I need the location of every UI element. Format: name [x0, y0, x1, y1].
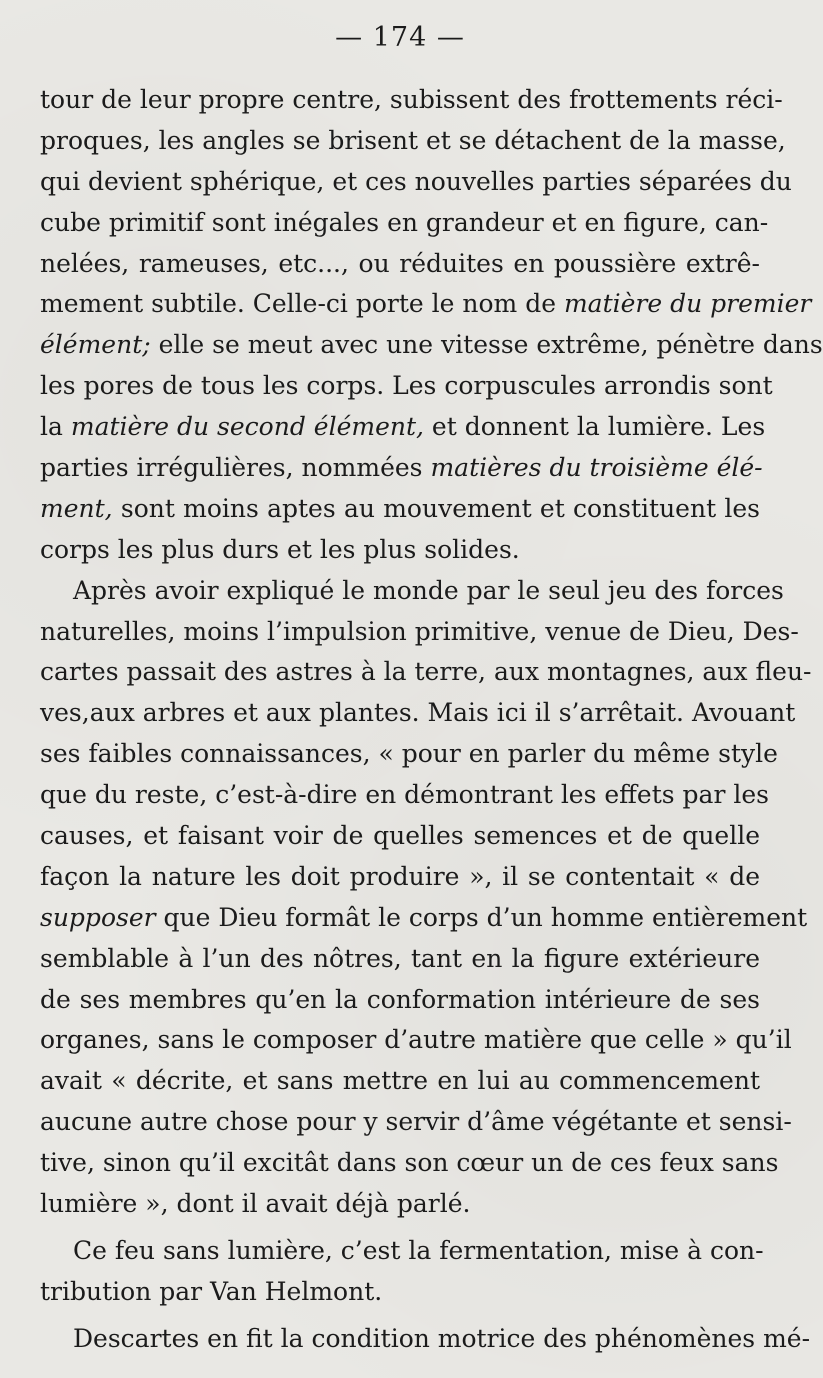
- text-segment: qui devient sphérique, et ces nouvelles parties séparées du: [40, 166, 792, 196]
- text-line: [40, 448, 763, 489]
- text-line: [40, 162, 792, 203]
- text-line: [40, 775, 769, 816]
- text-segment: organes, sans le composer d’autre matière que celle » qu’il: [40, 1025, 792, 1055]
- text-line: [40, 1102, 792, 1143]
- text-segment: cartes passait des astres à la terre, aux montagnes, aux fleu-: [40, 657, 812, 687]
- italic-text: matière du premier: [563, 289, 812, 319]
- text-line: [40, 1272, 760, 1313]
- text-segment: lumière », dont il avait déjà parlé.: [40, 1189, 471, 1219]
- text-line: [40, 366, 773, 407]
- text-segment: mement subtile. Celle-ci porte le nom de: [40, 289, 564, 319]
- text-line: [40, 530, 760, 571]
- text-line: [40, 612, 799, 653]
- body-text: [40, 80, 823, 1360]
- text-line: [40, 1319, 811, 1360]
- italic-text: ment,: [40, 493, 113, 523]
- text-segment: ses faibles connaissances, « pour en parler du même style: [40, 739, 778, 769]
- text-segment: corps les plus durs et les plus solides.: [40, 534, 520, 564]
- text-segment: causes, et faisant voir de quelles semences et de quelle: [40, 821, 760, 851]
- text-segment: tive, sinon qu’il excitât dans son cœur un de ces feux sans: [40, 1148, 779, 1178]
- text-line: [40, 693, 796, 734]
- text-segment: tribution par Van Helmont.: [40, 1276, 383, 1306]
- text-line: [40, 121, 786, 162]
- italic-text: supposer: [40, 902, 156, 932]
- text-line: [40, 939, 760, 980]
- text-segment: ves,aux arbres et aux plantes. Mais ici il s’arrêtait. Avouant: [40, 698, 796, 728]
- text-segment: aucune autre chose pour y servir d’âme végétante et sensi-: [40, 1107, 792, 1137]
- text-line: [40, 1184, 760, 1225]
- text-segment: et donnent la lumière. Les: [423, 412, 766, 442]
- text-segment: proques, les angles se brisent et se détachent de la masse,: [40, 125, 786, 155]
- text-line: [40, 203, 769, 244]
- text-segment: tour de leur propre centre, subissent des frottements réci-: [40, 85, 783, 114]
- text-segment: Ce feu sans lumière, c’est la fermentation, mise à con-: [73, 1235, 764, 1265]
- text-segment: cube primitif sont inégales en grandeur et en figure, can-: [40, 207, 769, 237]
- text-segment: semblable à l’un des nôtres, tant en la figure extérieure: [40, 943, 760, 973]
- italic-text: matière du second élément,: [70, 412, 424, 442]
- text-line: [40, 898, 808, 939]
- text-segment: Après avoir expliqué le monde par le seul jeu des forces: [73, 575, 784, 605]
- text-line: [40, 1143, 779, 1184]
- text-segment: la: [40, 412, 71, 442]
- text-line: [40, 489, 760, 530]
- text-line: [40, 244, 760, 285]
- text-line: [40, 816, 760, 857]
- text-line: [40, 407, 766, 448]
- text-segment: sont moins aptes au mouvement et constituent les: [112, 493, 760, 523]
- text-line: [40, 857, 760, 898]
- text-segment: nelées, rameuses, etc..., ou réduites en poussière extrê-: [40, 248, 760, 278]
- text-line: [40, 1020, 792, 1061]
- text-segment: les pores de tous les corps. Les corpuscules arrondis sont: [40, 371, 773, 401]
- text-line: [40, 325, 823, 366]
- text-segment: que Dieu formât le corps d’un homme entièrement: [155, 902, 808, 932]
- text-segment: elle se meut avec une vitesse extrême, pénètre dans: [150, 330, 823, 360]
- text-segment: parties irrégulières, nommées: [40, 453, 431, 483]
- text-line: [40, 980, 760, 1021]
- text-line: [40, 1231, 764, 1272]
- page-number: — 174 —: [335, 22, 465, 53]
- text-segment: naturelles, moins l’impulsion primitive, venue de Dieu, Des-: [40, 616, 799, 646]
- text-segment: que du reste, c’est-à-dire en démontrant les effets par les: [40, 780, 769, 810]
- text-line: [40, 734, 778, 775]
- italic-text: élément;: [40, 330, 151, 360]
- text-line: [40, 652, 812, 693]
- italic-text: matières du troisième élé-: [430, 453, 763, 483]
- text-line: [40, 80, 783, 121]
- text-line: [40, 1061, 760, 1102]
- text-segment: façon la nature les doit produire », il se contentait « de: [40, 861, 760, 891]
- text-segment: de ses membres qu’en la conformation intérieure de ses: [40, 984, 760, 1014]
- text-line: [40, 284, 812, 325]
- text-segment: Descartes en fit la condition motrice des phénomènes mé-: [73, 1323, 811, 1353]
- text-line: [40, 571, 784, 612]
- text-segment: avait « décrite, et sans mettre en lui au commencement: [40, 1066, 760, 1096]
